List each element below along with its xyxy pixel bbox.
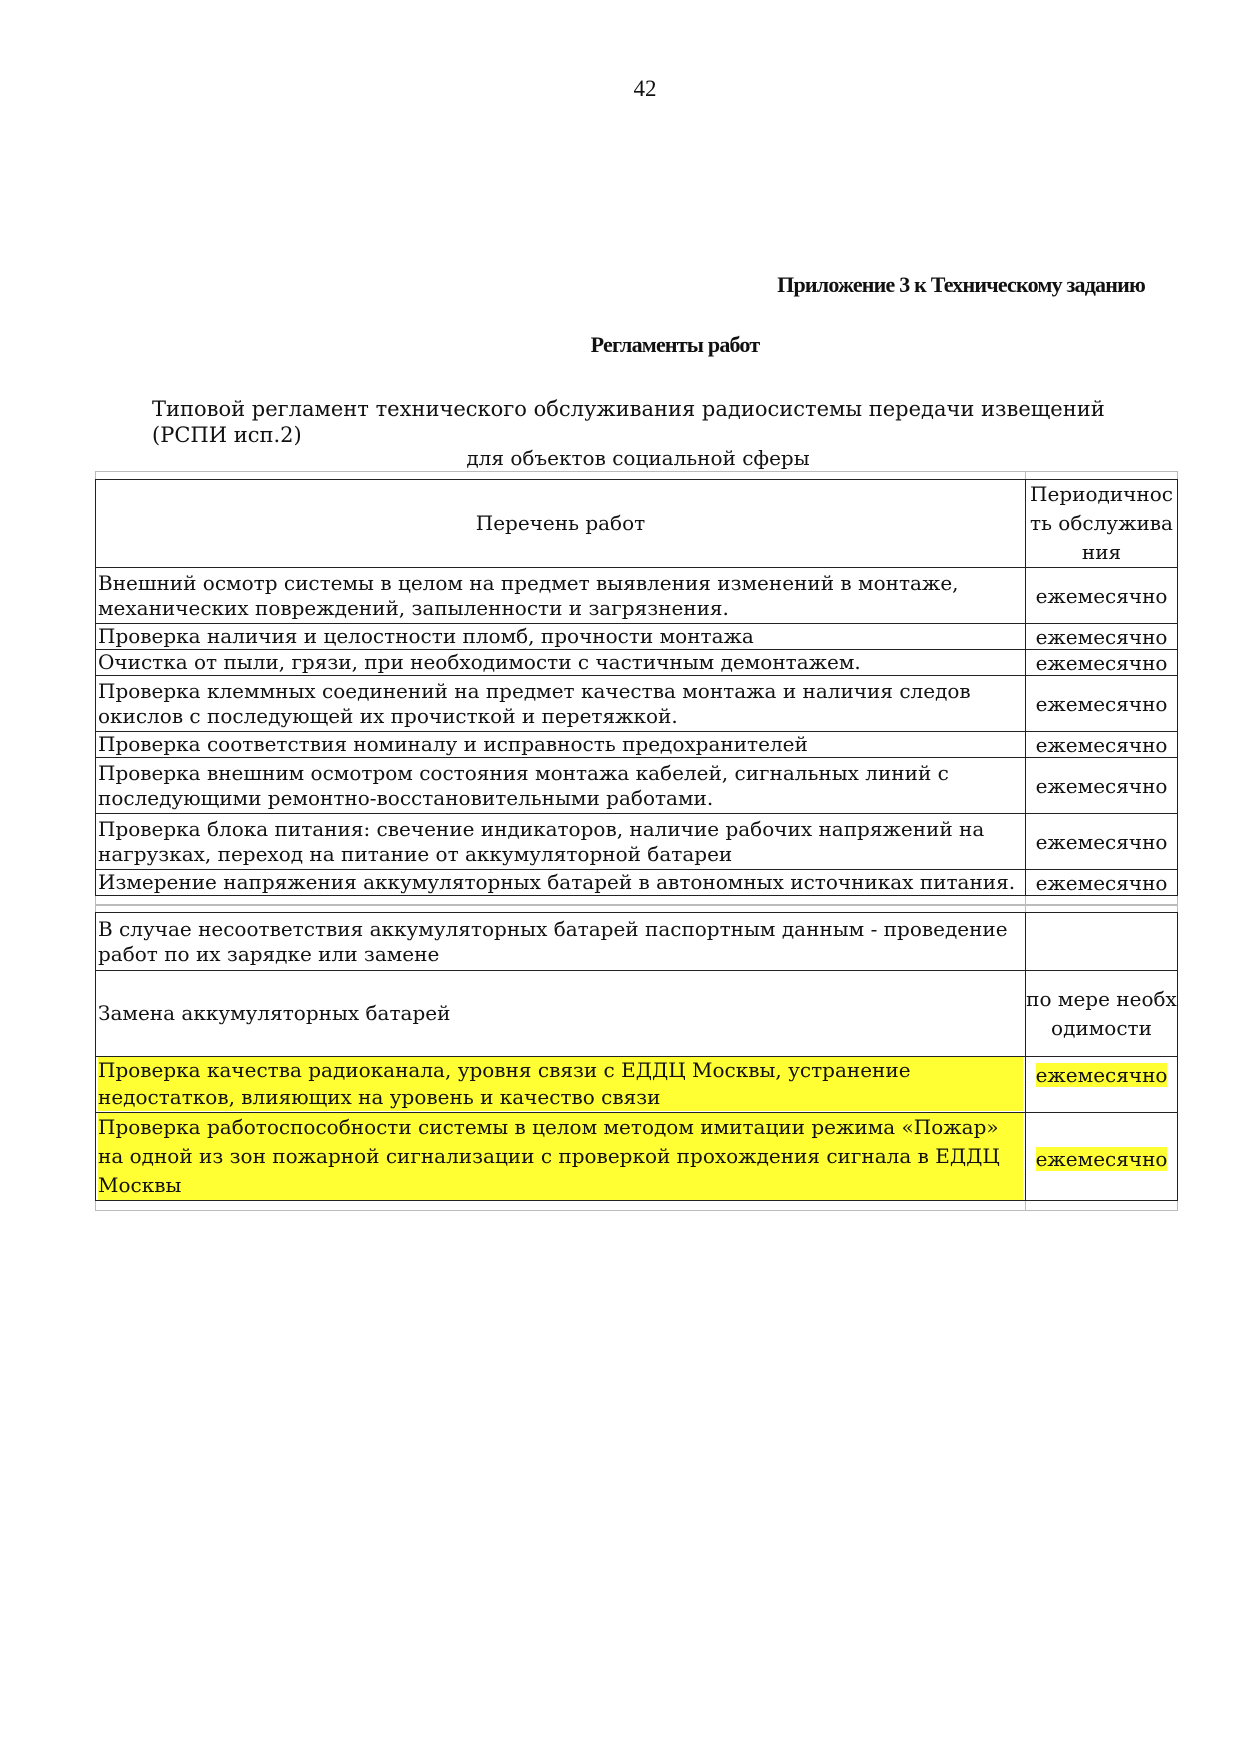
work-cell: Измерение напряжения аккумуляторных батарей в автономных источниках питания. bbox=[96, 870, 1026, 896]
work-cell: Проверка внешним осмотром состояния монтажа кабелей, сигнальных линий с последующими ремонтно-восстановительными работами. bbox=[98, 760, 949, 810]
work-cell: Проверка блока питания: свечение индикаторов, наличие рабочих напряжений на нагрузках, переход на питание от аккумуляторной батареи bbox=[98, 816, 985, 866]
table-row bbox=[96, 650, 1178, 676]
table-row bbox=[96, 814, 1178, 870]
work-cell: Проверка клеммных соединений на предмет качества монтажа и наличия следов окислов с последующей их прочисткой и перетяжкой. bbox=[98, 678, 971, 728]
table-row bbox=[96, 732, 1178, 758]
table-row bbox=[96, 913, 1178, 971]
section-title: Регламенты работ bbox=[590, 332, 760, 357]
table-row bbox=[96, 870, 1178, 896]
work-cell: Замена аккумуляторных батарей bbox=[96, 971, 1026, 1057]
page-number: 42 bbox=[633, 76, 657, 101]
period-cell: ежемесячно bbox=[1035, 1147, 1168, 1171]
header-work-list: Перечень работ bbox=[96, 480, 1026, 568]
table-row bbox=[96, 676, 1178, 732]
period-cell: ежемесячно bbox=[1026, 676, 1178, 732]
maintenance-table-continued bbox=[95, 904, 1178, 1211]
period-cell: ежемесячно bbox=[1026, 568, 1178, 624]
table-row-highlighted bbox=[96, 1057, 1178, 1113]
period-cell: ежемесячно bbox=[1026, 650, 1178, 676]
work-cell: Проверка наличия и целостности пломб, прочности монтажа bbox=[96, 624, 1026, 650]
table-row bbox=[96, 568, 1178, 624]
period-cell: по мере необходимости bbox=[1026, 971, 1178, 1057]
period-cell: ежемесячно bbox=[1026, 624, 1178, 650]
work-cell: Проверка работоспособности системы в целом методом имитации режима «Пожар» на одной из зон пожарной сигнализации с проверкой прохождения сигнала в ЕДДЦ Москвы bbox=[98, 1113, 1023, 1200]
table-row bbox=[96, 758, 1178, 814]
period-cell: ежемесячно bbox=[1026, 758, 1178, 814]
period-cell: ежемесячно bbox=[1026, 870, 1178, 896]
work-cell: Проверка соответствия номиналу и исправность предохранителей bbox=[96, 732, 1026, 758]
doc-heading: Типовой регламент технического обслуживания радиосистемы передачи извещений (РСПИ исп.2) bbox=[152, 397, 1105, 447]
appendix-title: Приложение 3 к Техническому заданию bbox=[777, 272, 1145, 297]
work-cell: Очистка от пыли, грязи, при необходимости с частичным демонтажем. bbox=[96, 650, 1026, 676]
table-row bbox=[96, 971, 1178, 1057]
work-cell: Внешний осмотр системы в целом на предмет выявления изменений в монтаже, механических повреждений, запыленности и загрязнения. bbox=[98, 570, 959, 620]
period-cell bbox=[1026, 913, 1178, 971]
table-row bbox=[96, 624, 1178, 650]
period-cell: ежемесячно bbox=[1035, 1063, 1168, 1087]
doc-subheading: для объектов социальной сферы bbox=[466, 446, 810, 470]
header-periodicity: Периодичность обслуживания bbox=[1026, 480, 1178, 568]
maintenance-table bbox=[95, 471, 1178, 906]
table-row-highlighted bbox=[96, 1113, 1178, 1201]
period-cell: ежемесячно bbox=[1026, 814, 1178, 870]
work-cell: Проверка качества радиоканала, уровня связи с ЕДДЦ Москвы, устранение недостатков, влияющих на уровень и качество связи bbox=[98, 1057, 1023, 1111]
period-cell: ежемесячно bbox=[1026, 732, 1178, 758]
table-header-row bbox=[96, 480, 1178, 568]
work-cell: В случае несоответствия аккумуляторных батарей паспортным данным - проведение работ по их зарядке или замене bbox=[98, 916, 1008, 966]
